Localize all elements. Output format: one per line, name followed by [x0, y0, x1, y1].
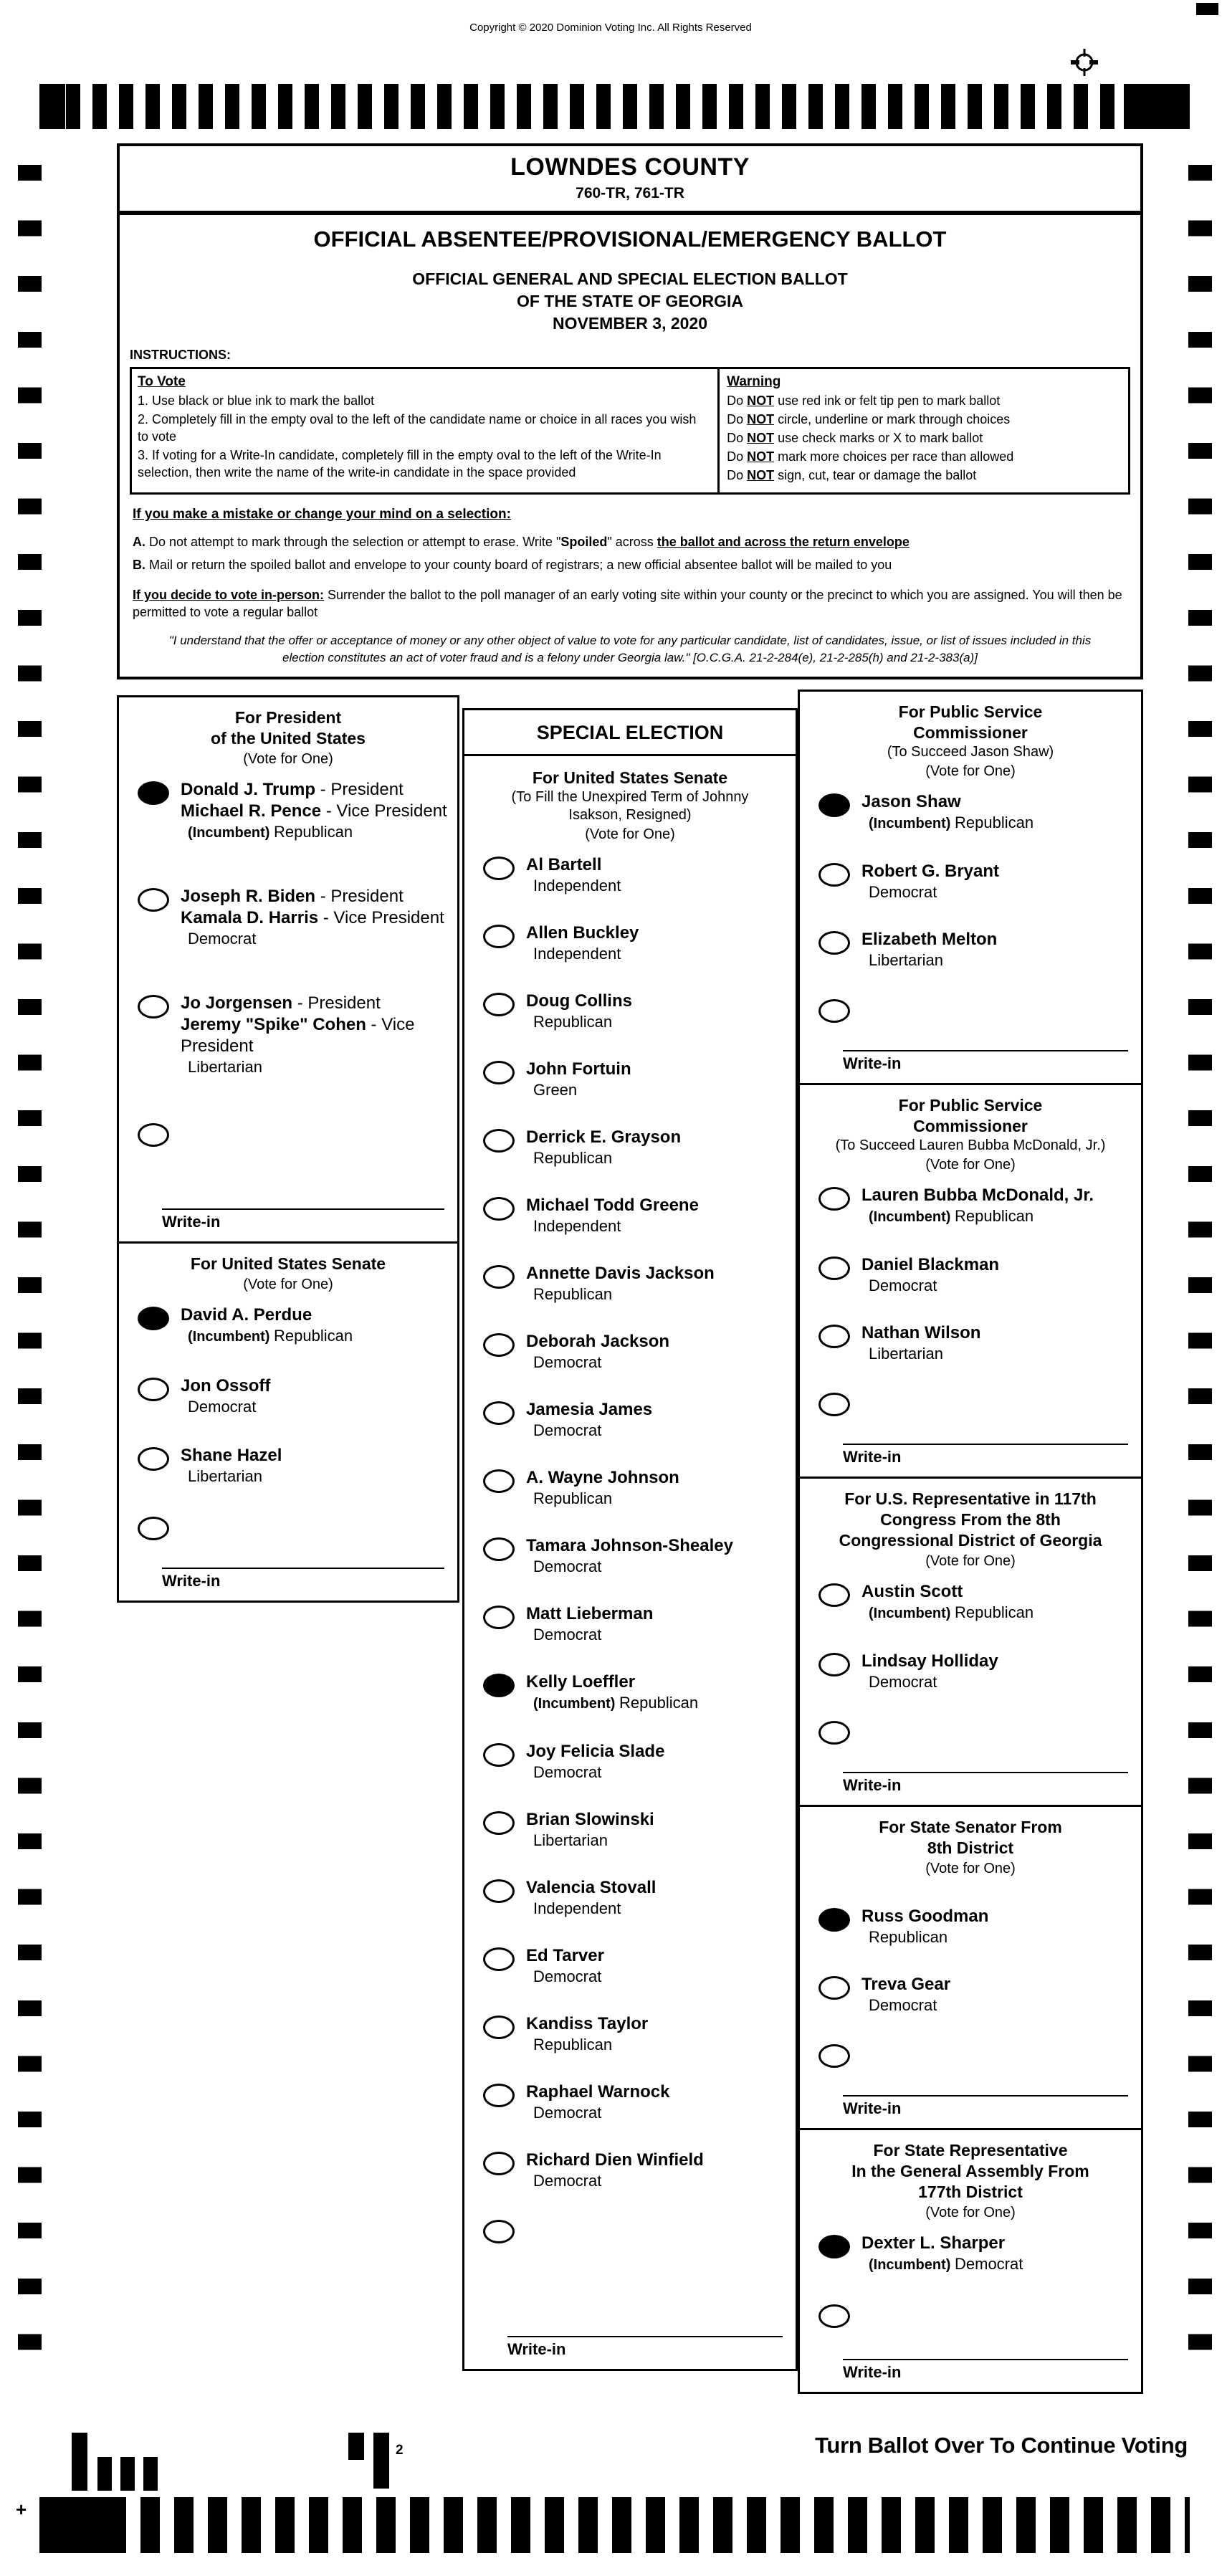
candidate-row: Lauren Bubba McDonald, Jr. (Incumbent) Republican — [806, 1185, 1135, 1227]
write-in-oval[interactable] — [818, 2304, 850, 2328]
to-vote-item: 2. Completely fill in the empty oval to the left of the candidate name or choice in all races you wish to vote — [138, 412, 697, 444]
candidate-row: Robert G. Bryant Democrat — [806, 861, 1135, 902]
vote-oval[interactable] — [818, 793, 850, 817]
race-title: For U.S. Representative in 117th Congress From the 8th Congressional District of Georgia — [839, 1489, 1102, 1550]
write-in-oval-row — [806, 2042, 1135, 2068]
vote-oval[interactable] — [483, 1469, 515, 1493]
vote-oval[interactable] — [818, 1653, 850, 1676]
vote-oval[interactable] — [483, 1401, 515, 1425]
warning-item: Do NOT mark more choices per race than allowed — [727, 449, 1014, 464]
write-in-label: Write-in — [507, 2340, 566, 2358]
vote-oval[interactable] — [138, 781, 169, 805]
write-in-oval[interactable] — [483, 2220, 515, 2243]
ballot-subtitle — [130, 268, 1130, 335]
candidate-row: Derrick E. Grayson Republican — [470, 1127, 790, 1168]
write-in-label: Write-in — [843, 1776, 902, 1794]
precinct-code: 760-TR, 761-TR — [576, 185, 684, 201]
candidate-row: Doug Collins Republican — [470, 991, 790, 1031]
vote-oval[interactable] — [483, 1743, 515, 1767]
write-in-line[interactable] — [843, 1772, 1128, 1773]
candidate-row: Jon Ossoff Democrat — [125, 1375, 452, 1416]
write-in-area — [843, 2342, 1128, 2382]
vote-oval[interactable] — [138, 1447, 169, 1471]
candidate-row: Annette Davis Jackson Republican — [470, 1263, 790, 1304]
vote-oval[interactable] — [818, 863, 850, 887]
race-special-us-senate — [462, 708, 798, 2371]
county-name: LOWNDES COUNTY — [510, 153, 750, 181]
candidate-row: Raphael Warnock Democrat — [470, 2081, 790, 2122]
ballot-header — [117, 143, 1143, 679]
candidate-row: Tamara Johnson-Shealey Democrat — [470, 1535, 790, 1576]
vote-oval[interactable] — [483, 2084, 515, 2107]
vote-oval[interactable] — [483, 1129, 515, 1153]
race-title: For State Representative In the General Assembly From 177th District — [851, 2141, 1089, 2201]
timing-marks-top — [39, 84, 1190, 129]
vote-for-note: (Vote for One) — [243, 1277, 333, 1292]
candidate-row: Matt Lieberman Democrat — [470, 1603, 790, 1644]
race-title: For United States Senate — [190, 1254, 386, 1273]
vote-oval[interactable] — [483, 1811, 515, 1835]
subtitle-line2: OF THE STATE OF GEORGIA — [516, 292, 744, 310]
write-in-line[interactable] — [843, 1050, 1128, 1051]
race-state-senator — [798, 1805, 1143, 2130]
warning-title: Warning — [727, 374, 781, 389]
write-in-oval[interactable] — [818, 1721, 850, 1745]
write-in-area — [843, 1033, 1128, 1073]
to-vote-item: 1. Use black or blue ink to mark the ballot — [138, 393, 375, 408]
vote-for-note: (Vote for One) — [243, 751, 333, 767]
vote-oval[interactable] — [483, 1606, 515, 1629]
county-box — [120, 146, 1140, 215]
write-in-area — [507, 2319, 783, 2359]
vote-for-note: (Vote for One) — [925, 1157, 1016, 1173]
vote-oval[interactable] — [818, 931, 850, 955]
vote-oval[interactable] — [483, 1197, 515, 1221]
vote-for-note: (Vote for One) — [925, 1861, 1016, 1876]
candidate-row: Kelly Loeffler (Incumbent) Republican — [470, 1671, 790, 1714]
vote-oval[interactable] — [818, 1908, 850, 1932]
write-in-oval-row — [806, 2302, 1135, 2328]
write-in-area — [843, 2078, 1128, 2118]
write-in-oval-row — [806, 997, 1135, 1023]
vote-oval[interactable] — [138, 888, 169, 912]
barcode-marks-left — [72, 2433, 172, 2491]
candidate-row: Treva Gear Democrat — [806, 1974, 1135, 2015]
column-right — [798, 690, 1143, 2394]
candidate-row: A. Wayne Johnson Republican — [470, 1467, 790, 1508]
write-in-oval-row — [125, 1121, 452, 1147]
write-in-line[interactable] — [843, 2359, 1128, 2360]
vote-oval[interactable] — [483, 857, 515, 880]
write-in-area — [162, 1550, 444, 1590]
write-in-area — [843, 1426, 1128, 1466]
write-in-oval-row — [806, 1719, 1135, 1745]
to-vote-column — [132, 369, 720, 492]
write-in-oval-row — [806, 1390, 1135, 1416]
candidate-row: Richard Dien Winfield Democrat — [470, 2150, 790, 2190]
vote-oval[interactable] — [483, 2016, 515, 2039]
vote-in-person-note: If you decide to vote in-person: Surrender the ballot to the poll manager of an early voting site within your county or the precinct to which you are assigned. You will then be permitted to vote a regular ballot — [133, 588, 1122, 619]
write-in-label: Write-in — [843, 2363, 902, 2381]
vote-oval[interactable] — [483, 993, 515, 1016]
write-in-oval[interactable] — [818, 1393, 850, 1416]
vote-oval[interactable] — [818, 1583, 850, 1607]
vote-oval[interactable] — [483, 1333, 515, 1357]
candidate-row: Donald J. Trump - President Michael R. Pence - Vice President (Incumbent) Republican — [125, 779, 452, 843]
write-in-label: Write-in — [843, 2099, 902, 2117]
mistake-item-a: A. Do not attempt to mark through the selection or attempt to erase. Write "Spoiled" across the ballot and across the return envelope — [133, 535, 910, 549]
race-title: For United States Senate — [532, 768, 728, 787]
vote-oval[interactable] — [483, 1879, 515, 1903]
candidate-row: Jason Shaw (Incumbent) Republican — [806, 791, 1135, 834]
candidate-row: Valencia Stovall Independent — [470, 1877, 790, 1918]
vote-oval[interactable] — [483, 1947, 515, 1971]
write-in-line[interactable] — [162, 1208, 444, 1210]
candidate-row: Al Bartell Independent — [470, 854, 790, 895]
voter-fraud-oath: "I understand that the offer or acceptance of money or any other object of value to vote for any particular candidate, list of candidates, issue, or list of issues included in this election constitutes an act of voter fraud and is a felony under Georgia law." [O.C.G.A. 21-2-284(e), 21-2-285(h) and 21-2-383(a)] — [168, 634, 1092, 664]
election-date: NOVEMBER 3, 2020 — [552, 314, 708, 333]
write-in-oval[interactable] — [138, 1517, 169, 1540]
page-indicator: 2 — [396, 2443, 404, 2458]
vote-oval[interactable] — [483, 2152, 515, 2175]
instructions-label: INSTRUCTIONS: — [130, 348, 231, 362]
vote-oval[interactable] — [818, 1256, 850, 1280]
candidate-row: John Fortuin Green — [470, 1059, 790, 1099]
race-president — [117, 695, 459, 1244]
race-title: For Public Service Commissioner — [898, 1096, 1043, 1135]
vote-oval[interactable] — [483, 1061, 515, 1084]
vote-for-note: (Vote for One) — [925, 763, 1016, 779]
candidate-row: Jamesia James Democrat — [470, 1399, 790, 1440]
header-body — [120, 226, 1140, 677]
race-title: For President of the United States — [211, 708, 366, 748]
race-subtitle: (To Succeed Jason Shaw) — [887, 744, 1054, 760]
candidate-row: Joseph R. Biden - President Kamala D. Harris - Vice President Democrat — [125, 886, 452, 950]
write-in-oval[interactable] — [818, 999, 850, 1023]
vote-oval[interactable] — [138, 1378, 169, 1401]
vote-oval[interactable] — [138, 1307, 169, 1330]
race-title: For State Senator From 8th District — [879, 1818, 1062, 1857]
race-us-representative — [798, 1477, 1143, 1807]
write-in-oval-row — [125, 1514, 452, 1540]
race-state-representative — [798, 2128, 1143, 2394]
candidate-row: Brian Slowinski Libertarian — [470, 1809, 790, 1850]
candidate-row: Joy Felicia Slade Democrat — [470, 1741, 790, 1782]
race-subtitle: (To Fill the Unexpired Term of Johnny Isakson, Resigned) — [511, 789, 749, 823]
warning-item: Do NOT sign, cut, tear or damage the ballot — [727, 468, 977, 482]
write-in-line[interactable] — [162, 1568, 444, 1569]
vote-oval[interactable] — [818, 2235, 850, 2258]
candidate-row: Dexter L. Sharper (Incumbent) Democrat — [806, 2233, 1135, 2275]
candidate-row: Austin Scott (Incumbent) Republican — [806, 1581, 1135, 1623]
candidate-row: Michael Todd Greene Independent — [470, 1195, 790, 1236]
timing-marks-right — [1188, 165, 1212, 2387]
race-subtitle: (To Succeed Lauren Bubba McDonald, Jr.) — [835, 1137, 1106, 1153]
candidate-row: Daniel Blackman Democrat — [806, 1254, 1135, 1295]
mistake-heading: If you make a mistake or change your mind on a selection: — [133, 507, 511, 522]
vote-oval[interactable] — [818, 1325, 850, 1348]
special-election-banner: SPECIAL ELECTION — [464, 710, 796, 756]
warning-column — [720, 369, 1128, 492]
vote-oval[interactable] — [483, 1674, 515, 1697]
column-left — [117, 695, 459, 1603]
warning-item: Do NOT use red ink or felt tip pen to mark ballot — [727, 393, 1001, 408]
write-in-oval[interactable] — [138, 1123, 169, 1147]
vote-for-note: (Vote for One) — [585, 826, 675, 842]
write-in-line[interactable] — [507, 2336, 783, 2337]
candidate-row: David A. Perdue (Incumbent) Republican — [125, 1304, 452, 1347]
corner-mark — [1196, 3, 1218, 15]
vote-oval[interactable] — [818, 1187, 850, 1211]
candidate-row: Ed Tarver Democrat — [470, 1945, 790, 1986]
mistake-section — [130, 506, 1130, 667]
write-in-area — [843, 1755, 1128, 1795]
subtitle-line1: OFFICIAL GENERAL AND SPECIAL ELECTION BALLOT — [412, 269, 848, 288]
instructions-box — [130, 367, 1130, 495]
candidate-row: Shane Hazel Libertarian — [125, 1445, 452, 1486]
to-vote-item: 3. If voting for a Write-In candidate, completely fill in the empty oval to the left of the Write-In selection, then write the name of the write-in candidate in the space provided — [138, 448, 662, 480]
barcode-marks-center — [348, 2433, 391, 2491]
race-psc-shaw — [798, 690, 1143, 1085]
race-title: For Public Service Commissioner — [898, 702, 1043, 742]
write-in-oval[interactable] — [818, 2044, 850, 2068]
timing-marks-left — [18, 165, 42, 2387]
copyright-text: Copyright © 2020 Dominion Voting Inc. All Rights Reserved — [469, 22, 752, 34]
race-psc-mcdonald — [798, 1083, 1143, 1479]
candidate-row: Nathan Wilson Libertarian — [806, 1322, 1135, 1363]
vote-oval[interactable] — [483, 1537, 515, 1561]
to-vote-title: To Vote — [138, 374, 186, 389]
candidate-row: Deborah Jackson Democrat — [470, 1331, 790, 1372]
vote-for-note: (Vote for One) — [925, 2205, 1016, 2220]
candidate-row: Allen Buckley Independent — [470, 922, 790, 963]
write-in-area — [162, 1191, 444, 1231]
candidate-row: Elizabeth Melton Libertarian — [806, 929, 1135, 970]
warning-item: Do NOT use check marks or X to mark ballot — [727, 431, 983, 445]
write-in-label: Write-in — [843, 1448, 902, 1466]
candidate-row: Jo Jorgensen - President Jeremy "Spike" Cohen - Vice President Libertarian — [125, 993, 452, 1078]
write-in-line[interactable] — [843, 2095, 1128, 2096]
vote-oval[interactable] — [138, 995, 169, 1019]
registration-crosshair-icon — [1069, 47, 1099, 77]
candidate-row: Russ Goodman Republican — [806, 1906, 1135, 1947]
vote-oval[interactable] — [483, 925, 515, 948]
vote-oval[interactable] — [483, 1265, 515, 1289]
warning-item: Do NOT circle, underline or mark through choices — [727, 412, 1011, 426]
timing-marks-bottom — [39, 2497, 1190, 2553]
column-middle — [462, 708, 798, 2371]
write-in-label: Write-in — [162, 1572, 221, 1590]
candidate-row: Kandiss Taylor Republican — [470, 2013, 790, 2054]
write-in-label: Write-in — [162, 1213, 221, 1231]
ballot-title: OFFICIAL ABSENTEE/PROVISIONAL/EMERGENCY BALLOT — [313, 226, 947, 252]
mistake-item-b: B. Mail or return the spoiled ballot and envelope to your county board of registrars; a new official absentee ballot will be mailed to you — [133, 558, 892, 572]
vote-oval[interactable] — [818, 1976, 850, 2000]
vote-for-note: (Vote for One) — [925, 1553, 1016, 1569]
candidate-row: Lindsay Holliday Democrat — [806, 1651, 1135, 1692]
turn-over-notice: Turn Ballot Over To Continue Voting — [815, 2433, 1188, 2458]
registration-plus-mark: + — [16, 2499, 27, 2520]
write-in-label: Write-in — [843, 1054, 902, 1072]
write-in-line[interactable] — [843, 1444, 1128, 1445]
write-in-oval-row — [470, 2218, 790, 2243]
race-us-senate — [117, 1241, 459, 1603]
